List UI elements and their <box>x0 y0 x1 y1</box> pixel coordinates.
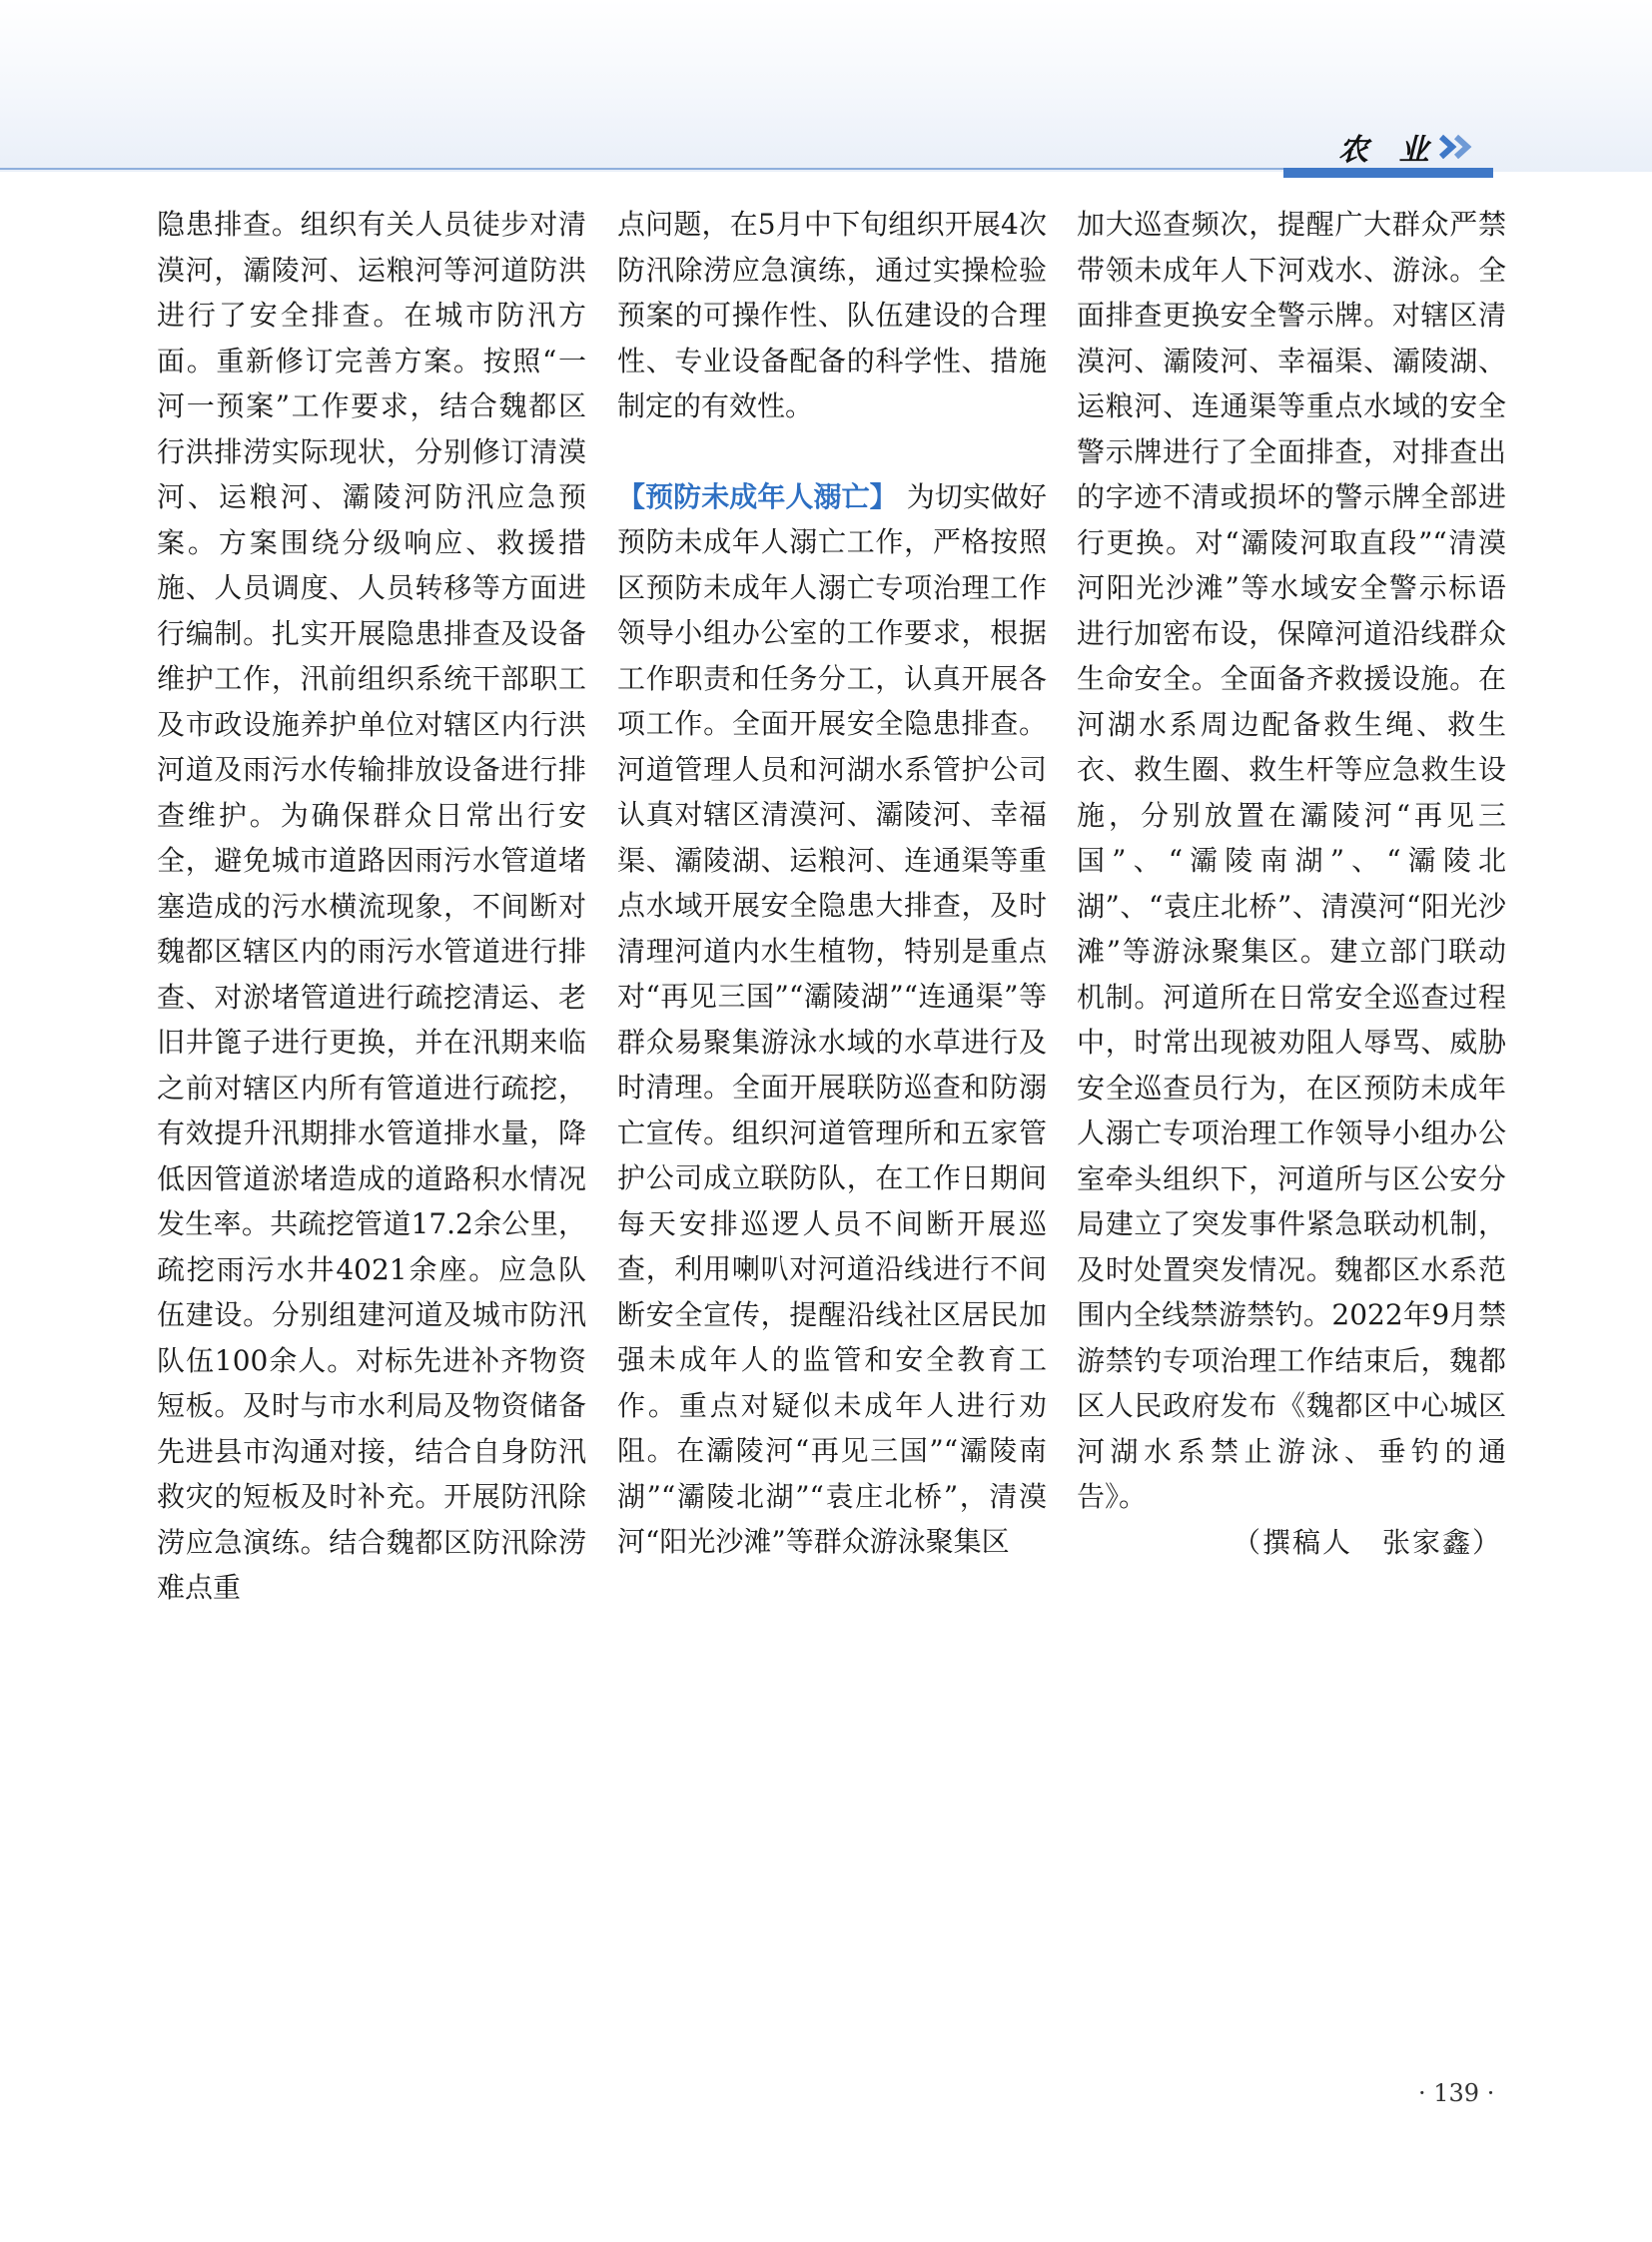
page-number: · 139 · <box>1418 2079 1495 2107</box>
text-column-1 <box>157 202 586 1611</box>
paragraph: 点问题，在5月中下旬组织开展4次防汛除涝应急演练，通过实操检验预案的可操作性、队伍建设的合理性、专业设备配备的科学性、措施制定的有效性。 <box>617 208 1047 422</box>
header-rule <box>0 168 1283 170</box>
paragraph <box>617 474 1047 1565</box>
section-heading: 【预防未成年人溺亡】 <box>617 479 898 513</box>
paragraph: 加大巡查频次，提醒广大群众严禁带领未成年人下河戏水、游泳。全面排查更换安全警示牌。对辖区清漠河、灞陵河、幸福渠、灞陵湖、运粮河、连通渠等重点水域的安全警示牌进行了全面排查，对排查出的字迹不清或损坏的警示牌全部进行更换。对“灞陵河取直段”“清漠河阳光沙滩”等水域安全警示标语进行加密布设，保障河道沿线群众生命安全。全面备齐救援设施。在河湖水系周边配备救生绳、救生衣、救生圈、救生杆等应急救生设施，分别放置在灞陵河“再见三国”、“灞陵南湖”、“灞陵北湖”、“袁庄北桥”、清漠河“阳光沙滩”等游泳聚集区。建立部门联动机制。河道所在日常安全巡查过程中，时常出现被劝阻人辱骂、威胁安全巡查员行为，在区预防未成年人溺亡专项治理工作领导小组办公室牵头组织下，河道所与区公安分局建立了突发事件紧急联动机制，及时处置突发情况。魏都区水系范围内全线禁游禁钓。2022年9月禁游禁钓专项治理工作结束后，魏都区人民政府发布《魏都区中心城区河湖水系禁止游泳、垂钓的通告》。 <box>1077 208 1506 1513</box>
paragraph-body: 为切实做好预防未成年人溺亡工作，严格按照区预防未成年人溺亡专项治理工作领导小组办公室的工作要求，根据工作职责和任务分工，认真开展各项工作。全面开展安全隐患排查。河道管理人员和河湖水系管护公司认真对辖区清漠河、灞陵河、幸福渠、灞陵湖、运粮河、连通渠等重点水域开展安全隐患大排查，及时清理河道内水生植物，特别是重点对“再见三国”“灞陵湖”“连通渠”等群众易聚集游泳水域的水草进行及时清理。全面开展联防巡查和防溺亡宣传。组织河道管理所和五家管护公司成立联防队，在工作日期间每天安排巡逻人员不间断开展巡查，利用喇叭对河道沿线进行不间断安全宣传，提醒沿线社区居民加强未成年人的监管和安全教育工作。重点对疑似未成年人进行劝阻。在灞陵河“再见三国”“灞陵南湖”“灞陵北湖”“袁庄北桥”，清漠河“阳光沙滩”等群众游泳聚集区 <box>617 479 1047 1558</box>
section-title: 农 业 <box>1338 133 1439 168</box>
header-accent-block <box>1283 168 1493 178</box>
author-credit: （撰稿人 张家鑫） <box>1232 1525 1502 1559</box>
double-chevron-right-icon <box>1438 134 1474 160</box>
text-column-2 <box>617 202 1047 1565</box>
paragraph: 隐患排查。组织有关人员徒步对清漠河，灞陵河、运粮河等河道防洪进行了安全排查。在城市防汛方面。重新修订完善方案。按照“一河一预案”工作要求，结合魏都区行洪排涝实际现状，分别修订清漠河、运粮河、灞陵河防汛应急预案。方案围绕分级响应、救援措施、人员调度、人员转移等方面进行编制。扎实开展隐患排查及设备维护工作，汛前组织系统干部职工及市政设施养护单位对辖区内行洪河道及雨污水传输排放设备进行排查维护。为确保群众日常出行安全，避免城市道路因雨污水管道堵塞造成的污水横流现象，不间断对魏都区辖区内的雨污水管道进行排查、对淤堵管道进行疏挖清运、老旧井篦子进行更换，并在汛期来临之前对辖区内所有管道进行疏挖，有效提升汛期排水管道排水量，降低因管道淤堵造成的道路积水情况发生率。共疏挖管道17.2余公里，疏挖雨污水井4021余座。应急队伍建设。分别组建河道及城市防汛队伍100余人。对标先进补齐物资短板。及时与市水利局及物资储备先进县市沟通对接，结合自身防汛救灾的短板及时补充。开展防汛除涝应急演练。结合魏都区防汛除涝难点重 <box>157 208 586 1604</box>
text-column-3 <box>1077 202 1506 1565</box>
